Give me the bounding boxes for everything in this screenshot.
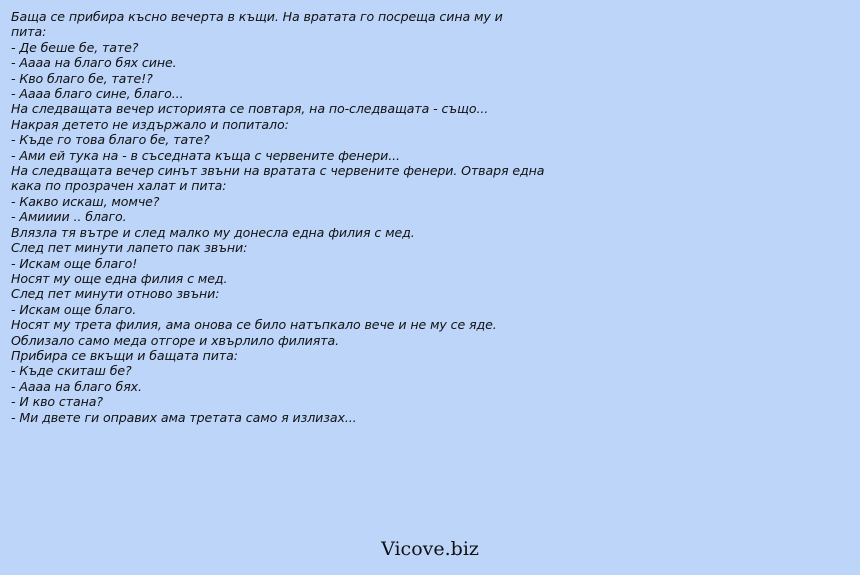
joke-text — [11, 9, 591, 425]
joke-line: След пет минути лапето пак звъни: — [11, 240, 248, 256]
joke-line: - Къде скиташ бе? — [11, 363, 132, 379]
joke-line: - Де беше бе, тате? — [11, 39, 139, 55]
joke-line: Накрая детето не издържало и попитало: — [11, 116, 289, 132]
joke-line: На следващата вечер историята се повтаря, на по-следващата - също... — [11, 101, 489, 117]
joke-line: След пет минути отново звъни: — [11, 286, 220, 302]
joke-line: - Амииии .. благо. — [11, 209, 127, 225]
joke-line: - Ами ей тука на - в съседната къща с червените фенери... — [11, 147, 400, 163]
joke-line: Облизало само меда отгоре и хвърлило филията. — [11, 332, 339, 348]
joke-line: - Аааа на благо бях. — [11, 378, 142, 394]
joke-line: - Къде го това благо бе, тате? — [11, 132, 210, 148]
joke-line: Прибира се вкъщи и бащата пита: — [11, 347, 238, 363]
joke-line: - Аааа благо сине, благо... — [11, 86, 184, 102]
joke-line: - Ми двете ги оправих ама третата само я излизах... — [11, 409, 357, 425]
joke-line: Носят му трета филия, ама онова се било натъпкало вече и не му се яде. — [11, 317, 497, 333]
joke-line: кака по прозрачен халат и пита: — [11, 178, 227, 194]
joke-line: - Какво искаш, момче? — [11, 193, 160, 209]
joke-line: Баща се прибира късно вечерта в къщи. На вратата го посреща сина му и — [11, 9, 503, 24]
joke-line: - И кво стана? — [11, 394, 103, 410]
joke-line: Влязла тя вътре и след малко му донесла една филия с мед. — [11, 224, 415, 240]
joke-line: На следващата вечер синът звъни на вратата с червените фенери. Отваря една — [11, 163, 545, 179]
joke-line: - Аааа на благо бях сине. — [11, 55, 177, 71]
joke-line: - Кво благо бе, тате!? — [11, 70, 153, 86]
joke-line: - Искам още благо. — [11, 301, 137, 317]
joke-line: пита: — [11, 24, 47, 40]
site-brand: Vicove.biz — [381, 538, 479, 560]
joke-line: Носят му още една филия с мед. — [11, 270, 228, 286]
joke-line: - Искам още благо! — [11, 255, 138, 271]
